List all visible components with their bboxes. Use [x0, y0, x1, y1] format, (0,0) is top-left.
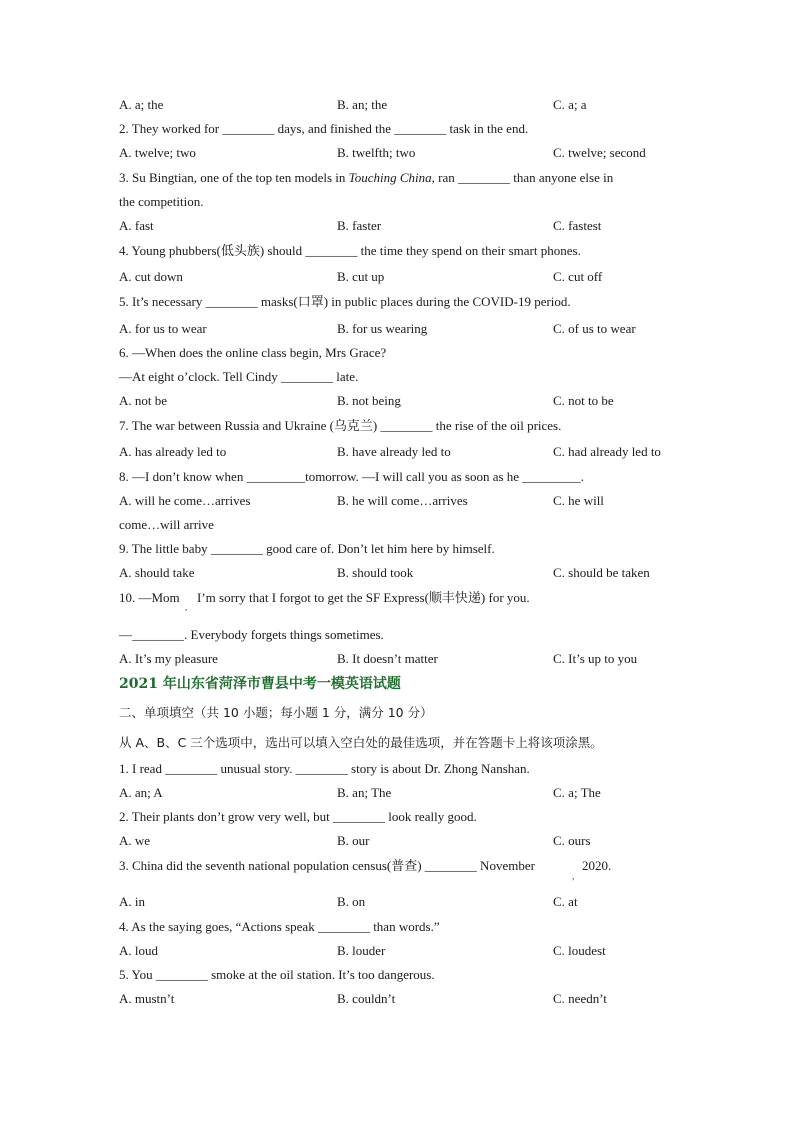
- s1-q5-option-b: B. for us wearing: [337, 321, 428, 336]
- s1-q9-stem: 9. The little baby ________ good care of. Don’t let him here by himself.: [119, 541, 495, 556]
- s1-q4-stem: 4. Young phubbers(低头族) should ________ the time they spend on their smart phones.: [119, 243, 581, 258]
- s2-q2-option-c: C. ours: [553, 833, 591, 848]
- s2-q1-option-c: C. a; The: [553, 785, 601, 800]
- s1-q8-option-b: B. he will come…arrives: [337, 493, 468, 508]
- s2-q1-stem: 1. I read ________ unusual story. ________ story is about Dr. Zhong Nanshan.: [119, 761, 530, 776]
- s1-q2-option-a: A. twelve; two: [119, 145, 196, 160]
- s2-q4-option-b: B. louder: [337, 943, 386, 958]
- s1-q6-option-a: A. not be: [119, 393, 168, 408]
- s1-q10-stem-part1: 10. —Mom: [119, 590, 180, 605]
- s1-q10-option-b: B. It doesn’t matter: [337, 651, 438, 666]
- s2-q2-option-a: A. we: [119, 833, 151, 848]
- s1-q8-stem: 8. —I don’t know when _________tomorrow. —I will call you as soon as he _________.: [119, 469, 585, 484]
- s2-q3-option-a: A. in: [119, 894, 145, 909]
- s1-q3-option-c: C. fastest: [553, 218, 602, 233]
- s2-q4-option-a: A. loud: [119, 943, 158, 958]
- s2-q3-stem-part1: 3. China did the seventh national population census(普查) ________ November: [119, 858, 535, 873]
- s1-q7-option-a: A. has already led to: [119, 444, 227, 459]
- s1-q8-option-c: C. he will: [553, 493, 604, 508]
- s1-q5-option-c: C. of us to wear: [553, 321, 636, 336]
- comma-mark: ,: [185, 602, 188, 612]
- s1-q8-option-a: A. will he come…arrives: [119, 493, 251, 508]
- comma-mark: ,: [572, 871, 575, 881]
- s1-q9-option-b: B. should took: [337, 565, 414, 580]
- s2-q3-stem-part2: 2020.: [582, 858, 612, 873]
- s2-q4-stem: 4. As the saying goes, “Actions speak ________ than words.”: [119, 919, 440, 934]
- s2-q1-option-a: A. an; A: [119, 785, 163, 800]
- s1-q6-stem: 6. —When does the online class begin, Mrs Grace?: [119, 345, 387, 360]
- s2-q5-option-c: C. needn’t: [553, 991, 607, 1006]
- s1-q3-option-b: B. faster: [337, 218, 382, 233]
- s2-q1-option-b: B. an; The: [337, 785, 392, 800]
- s1-q3-stem-line2: the competition.: [119, 194, 204, 209]
- s2-q5-option-a: A. mustn’t: [119, 991, 175, 1006]
- s2-q5-option-b: B. couldn’t: [337, 991, 396, 1006]
- s1-q7-stem: 7. The war between Russia and Ukraine (乌克兰) ________ the rise of the oil prices.: [119, 418, 562, 433]
- s1-q5-stem: 5. It’s necessary ________ masks(口罩) in public places during the COVID-19 period.: [119, 294, 571, 309]
- s1-q6-option-b: B. not being: [337, 393, 401, 408]
- s1-q6-stem-line2: —At eight o’clock. Tell Cindy ________ late.: [119, 369, 359, 384]
- s1-q6-option-c: C. not to be: [553, 393, 614, 408]
- s2-q4-option-c: C. loudest: [553, 943, 606, 958]
- section2-instruction: 从 A、B、C 三个选项中，选出可以填入空白处的最佳选项，并在答题卡上将该项涂黑。: [119, 735, 603, 750]
- s1-q1-option-c: C. a; a: [553, 97, 587, 112]
- s1-q5-option-a: A. for us to wear: [119, 321, 207, 336]
- s2-q2-option-b: B. our: [337, 833, 370, 848]
- s1-q9-option-a: A. should take: [119, 565, 195, 580]
- section2-heading: 二、单项填空（共 10 小题；每小题 1 分，满分 10 分）: [119, 705, 433, 720]
- s2-q3-option-c: C. at: [553, 894, 578, 909]
- s1-q8-option-c-line2: come…will arrive: [119, 517, 214, 532]
- s1-q3-stem: [119, 170, 613, 186]
- section2-title: 2021 年山东省菏泽市曹县中考一模英语试题: [119, 676, 401, 692]
- s1-q10-option-c: C. It’s up to you: [553, 651, 638, 666]
- s1-q3-stem-italic: Touching China: [348, 170, 432, 185]
- s1-q2-option-c: C. twelve; second: [553, 145, 646, 160]
- s1-q1-option-a: A. a; the: [119, 97, 164, 112]
- s1-q9-option-c: C. should be taken: [553, 565, 650, 580]
- s1-q3-option-a: A. fast: [119, 218, 154, 233]
- s1-q4-option-c: C. cut off: [553, 269, 603, 284]
- s2-q2-stem: 2. Their plants don’t grow very well, but ________ look really good.: [119, 809, 477, 824]
- s1-q3-stem-part2: , ran ________ than anyone else in: [431, 170, 614, 185]
- s1-q3-stem-part1: 3. Su Bingtian, one of the top ten models in: [119, 170, 349, 185]
- s1-q4-option-b: B. cut up: [337, 269, 385, 284]
- s2-q5-stem: 5. You ________ smoke at the oil station. It’s too dangerous.: [119, 967, 435, 982]
- s1-q2-stem: 2. They worked for ________ days, and finished the ________ task in the end.: [119, 121, 529, 136]
- s1-q1-option-b: B. an; the: [337, 97, 388, 112]
- s1-q7-option-c: C. had already led to: [553, 444, 661, 459]
- s1-q4-option-a: A. cut down: [119, 269, 183, 284]
- s2-q3-option-b: B. on: [337, 894, 366, 909]
- s1-q10-option-a: A. It’s my pleasure: [119, 651, 218, 666]
- s1-q2-option-b: B. twelfth; two: [337, 145, 416, 160]
- s1-q7-option-b: B. have already led to: [337, 444, 451, 459]
- s1-q10-stem-part2: I’m sorry that I forgot to get the SF Express(顺丰快递) for you.: [197, 590, 530, 605]
- s1-q10-stem-line2: —________. Everybody forgets things sometimes.: [119, 627, 384, 642]
